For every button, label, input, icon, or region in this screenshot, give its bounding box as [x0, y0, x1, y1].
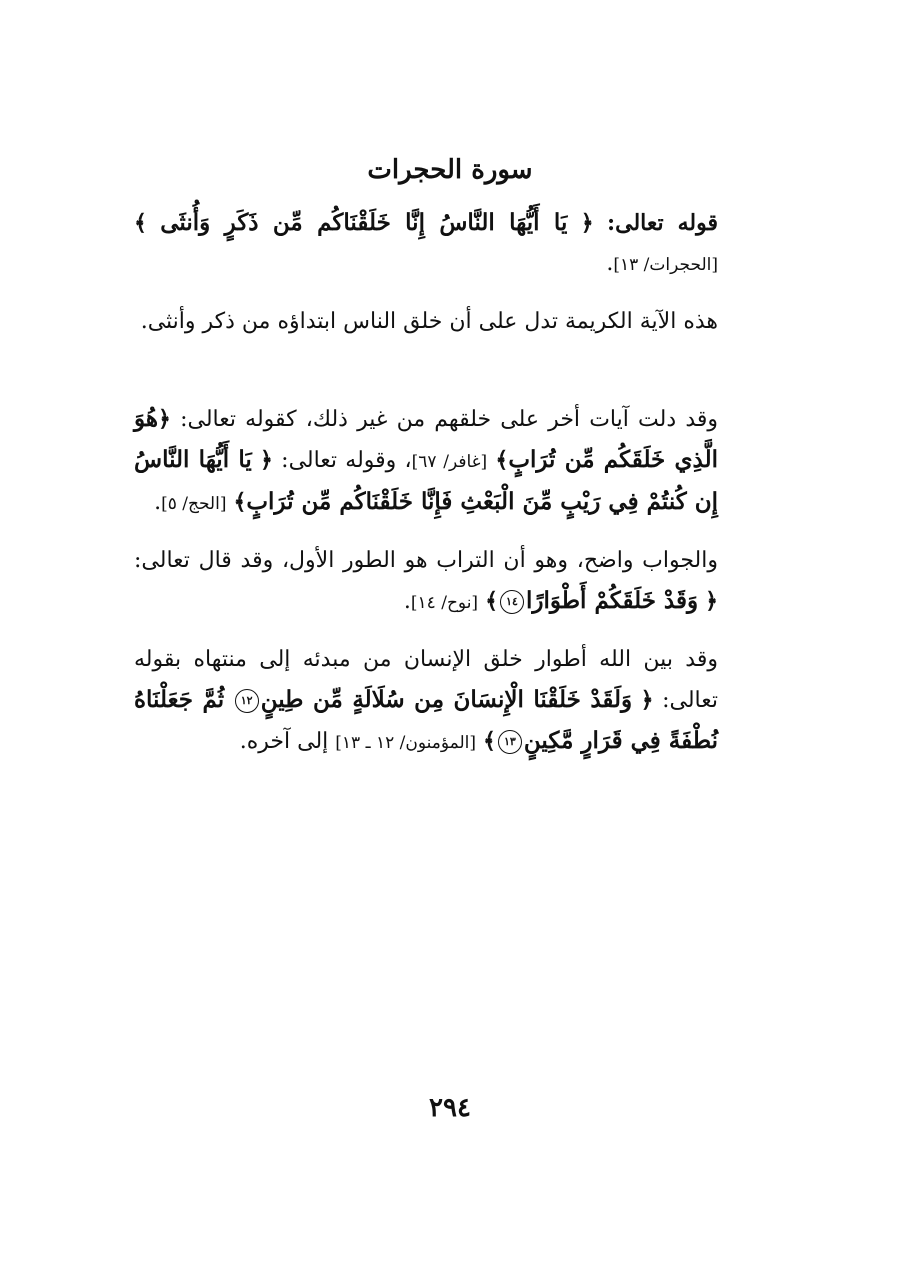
sentence-end: . [403, 589, 411, 614]
quran-verse: ثُمَّ جَعَلْنَاهُ نُطْفَةً فِي قَرَارٍ مَّكِينٍ [134, 686, 718, 754]
quran-verse: يَا أَيُّهَا النَّاسُ إِنَّا خَلَقْنَاكُم مِّن ذَكَرٍ وَأُنثَى [160, 209, 568, 236]
paragraph-4-text [134, 541, 762, 623]
paragraph-stages [134, 640, 762, 763]
ornate-brace-close: ﴾ [134, 210, 147, 236]
verse-reference: [غافر/ ٦٧] [411, 452, 488, 472]
sentence-end: إلى آخره. [239, 729, 329, 754]
verse-reference: [الحجرات/ ١٣] [613, 255, 718, 275]
paragraph-other-verses [134, 399, 762, 524]
ornate-brace-open: ﴿ [260, 447, 273, 473]
quran-verse: هُوَ الَّذِي خَلَقَكُم مِّن تُرَابٍ [134, 405, 719, 473]
verse-reference: [الحج/ ٥] [161, 494, 227, 514]
verse-lead-label: قوله تعالى: [607, 210, 719, 236]
ayah-number-marker: ١٢ [235, 689, 259, 713]
sentence-end: . [606, 251, 614, 276]
page-number: ٢٩٤ [429, 1093, 471, 1123]
paragraph-3-text [134, 399, 762, 524]
ornate-brace-close: ﴾ [483, 728, 496, 754]
paragraph-3-mid: ، وقوله تعالى: [281, 448, 412, 473]
quran-verse: وَلَقَدْ خَلَقْنَا الْإِنسَانَ مِن سُلَالَةٍ مِّن طِينٍ [260, 686, 633, 713]
ornate-brace-close: ﴾ [233, 489, 247, 515]
quran-verse: يَا أَيُّهَا النَّاسُ إِن كُنتُمْ فِي رَيْبٍ مِّنَ الْبَعْثِ فَإِنَّا خَلَقْنَاكُم مِّن تُرَابٍ [134, 446, 718, 515]
paragraph-5-intro: وقد بين الله أطوار خلق الإنسان من مبدئه إلى منتهاه بقوله تعالى: [134, 647, 718, 713]
paragraph-verse-hujurat [134, 203, 762, 285]
surah-heading: سورة الحجرات [367, 155, 533, 185]
ornate-brace-close: ﴾ [495, 447, 509, 473]
ornate-brace-open: ﴿ [705, 588, 718, 614]
paragraph-explanation [134, 302, 762, 342]
paragraph-3-intro: وقد دلت آيات أخر على خلقهم من غير ذلك، كقوله تعالى: [180, 407, 719, 432]
paragraph-answer [134, 541, 762, 623]
ornate-brace-close: ﴾ [485, 588, 498, 614]
ornate-brace-open: ﴿ [640, 687, 654, 713]
sentence-end: . [154, 490, 162, 515]
ayah-number-marker: ١٤ [500, 590, 524, 614]
verse-reference: [المؤمنون/ ١٢ ـ ١٣] [335, 733, 477, 753]
paragraph-5-text [134, 640, 762, 763]
ayah-number-marker: ١٣ [498, 730, 522, 754]
paragraph-4-intro: والجواب واضح، وهو أن التراب هو الطور الأول، وقد قال تعالى: [134, 548, 718, 573]
verse-reference: [نوح/ ١٤] [410, 593, 479, 613]
ornate-brace-open: ﴿ [158, 406, 171, 432]
paragraph-2-text: هذه الآية الكريمة تدل على أن خلق الناس ابتداؤه من ذكر وأنثى. [140, 309, 718, 334]
paragraph-1-text [134, 203, 762, 285]
ornate-brace-open: ﴿ [580, 210, 594, 236]
quran-verse: وَقَدْ خَلَقَكُمْ أَطْوَارًا [525, 587, 699, 614]
